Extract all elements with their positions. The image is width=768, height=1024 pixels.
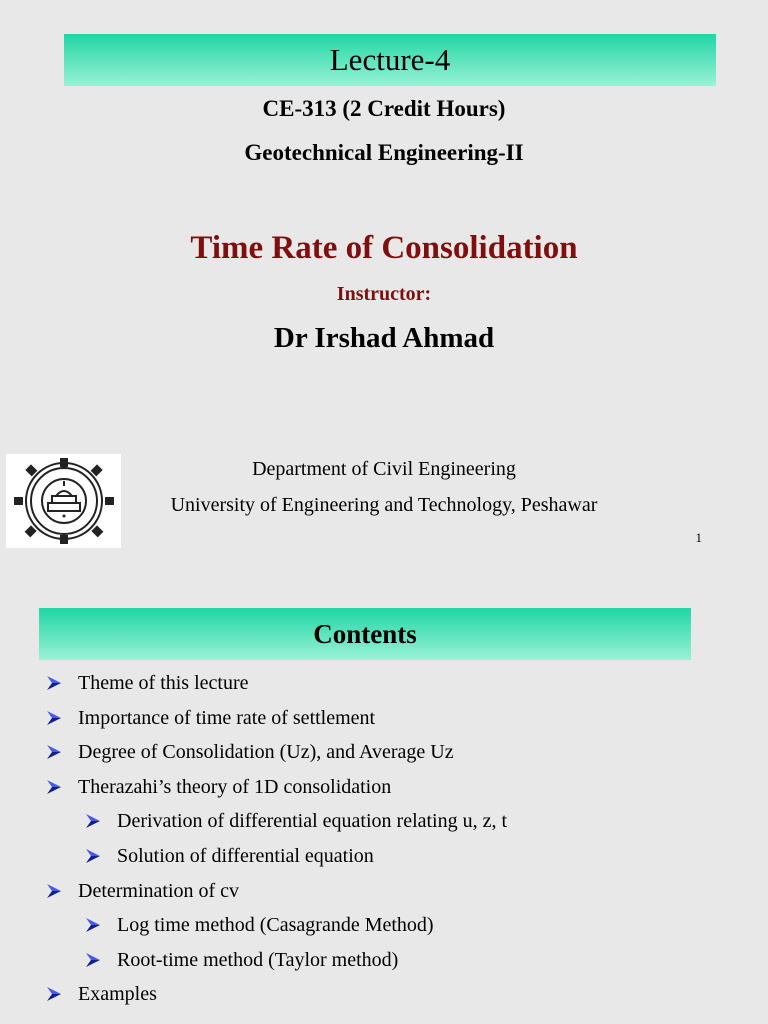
- university-name: University of Engineering and Technology, Peshawar: [170, 494, 598, 516]
- list-item: [85, 839, 507, 874]
- course-name: Geotechnical Engineering-II: [244, 140, 524, 165]
- contents-list: [46, 666, 507, 1012]
- list-item-text: Root-time method (Taylor method): [117, 948, 399, 971]
- contents-heading: Contents: [313, 618, 417, 649]
- list-item-text: Examples: [78, 983, 157, 1006]
- instructor-name: Dr Irshad Ahmad: [273, 322, 495, 354]
- list-item: [46, 735, 507, 770]
- list-item: [46, 977, 507, 1012]
- arrow-bullet-icon: [46, 986, 62, 1002]
- list-item: [85, 908, 507, 943]
- page-number: 1: [695, 530, 702, 545]
- course-code: CE-313 (2 Credit Hours): [262, 96, 506, 121]
- list-item: [85, 943, 507, 978]
- arrow-bullet-icon: [46, 710, 62, 726]
- list-item-text: Theme of this lecture: [78, 672, 249, 694]
- lecture-topic: Time Rate of Consolidation: [190, 230, 578, 266]
- arrow-bullet-icon: [85, 813, 101, 829]
- arrow-bullet-icon: [46, 779, 62, 795]
- list-item: [46, 666, 507, 701]
- lecture-title: Lecture-4: [329, 42, 451, 77]
- contents-slide: [0, 590, 768, 1024]
- list-item: [85, 804, 507, 839]
- list-item: [46, 874, 507, 909]
- arrow-bullet-icon: [46, 744, 62, 760]
- list-item-text: Degree of Consolidation (Uz), and Average Uz: [78, 741, 454, 764]
- arrow-bullet-icon: [46, 675, 62, 691]
- arrow-bullet-icon: [85, 952, 101, 968]
- department-name: Department of Civil Engineering: [252, 458, 516, 480]
- list-item: [46, 770, 507, 805]
- lecture-title-banner: [64, 34, 716, 86]
- arrow-bullet-icon: [85, 848, 101, 864]
- list-item-text: Determination of cv: [78, 879, 240, 902]
- instructor-label: Instructor:: [336, 283, 432, 305]
- list-item-text: Log time method (Casagrande Method): [117, 914, 434, 937]
- list-item-text: Solution of differential equation: [117, 844, 374, 867]
- list-item: [46, 701, 507, 736]
- arrow-bullet-icon: [85, 917, 101, 933]
- list-item-text: Therazahi’s theory of 1D consolidation: [78, 775, 392, 798]
- list-item-text: Importance of time rate of settlement: [78, 706, 376, 729]
- contents-banner: [39, 608, 691, 660]
- arrow-bullet-icon: [46, 883, 62, 899]
- list-item-text: Derivation of differential equation relating u, z, t: [117, 810, 508, 833]
